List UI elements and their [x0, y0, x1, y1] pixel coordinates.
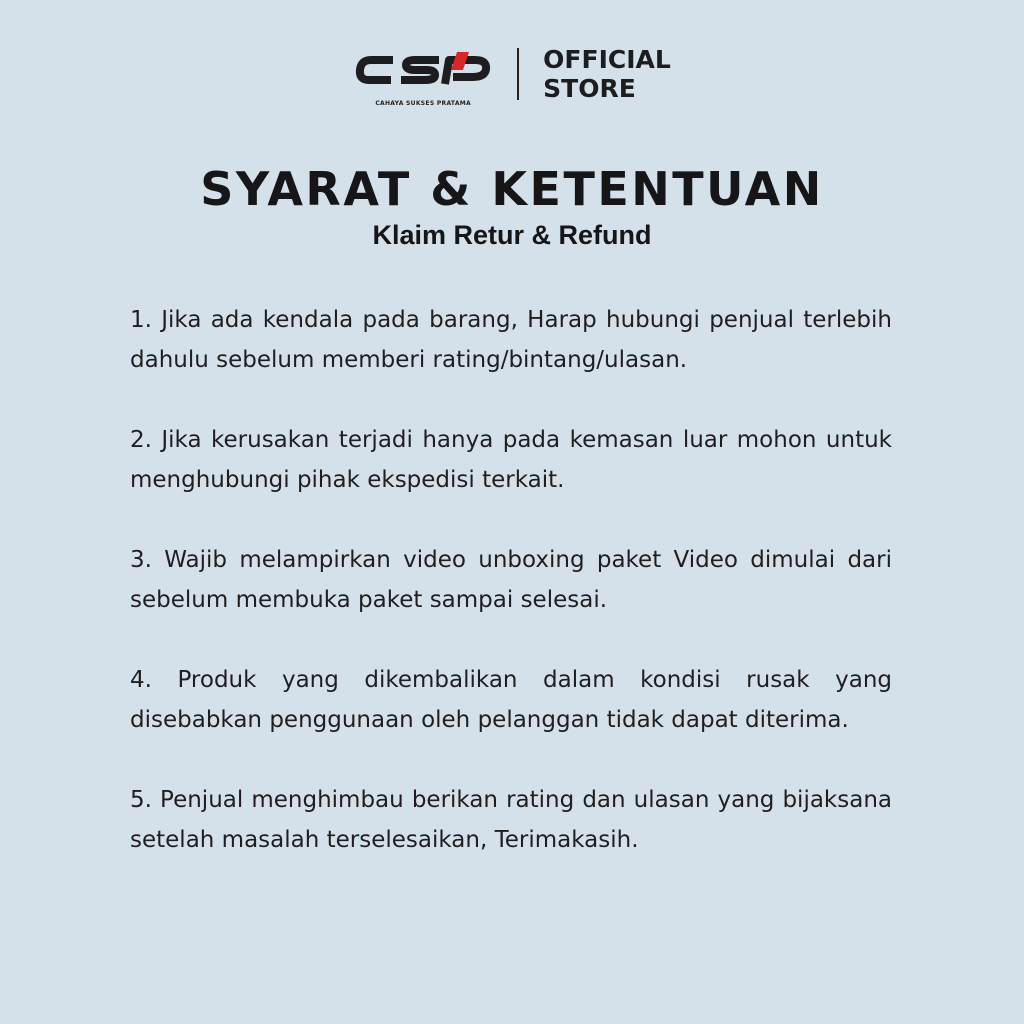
official-store-label	[543, 45, 671, 103]
term-item-1: 1. Jika ada kendala pada barang, Harap hubungi penjual terlebih dahulu sebelum memberi rating/bintang/ulasan.	[130, 307, 892, 373]
page-title: SYARAT & KETENTUAN	[200, 162, 824, 216]
logo-tagline: CAHAYA SUKSES PRATAMA	[375, 100, 472, 107]
csp-logo-mark	[353, 44, 493, 92]
term-item-3: 3. Wajib melampirkan video unboxing paket Video dimulai dari sebelum membuka paket sampai selesai.	[130, 547, 892, 613]
term-item-5: 5. Penjual menghimbau berikan rating dan ulasan yang bijaksana setelah masalah terselesaikan, Terimakasih.	[130, 787, 892, 853]
csp-logo	[353, 44, 493, 114]
header-divider	[517, 48, 519, 100]
terms-list	[130, 300, 892, 900]
term-item-2: 2. Jika kerusakan terjadi hanya pada kemasan luar mohon untuk menghubungi pihak ekspedisi terkait.	[130, 427, 892, 493]
store-line-1: OFFICIAL	[543, 45, 671, 74]
store-line-2: STORE	[543, 74, 636, 103]
term-item-4: 4. Produk yang dikembalikan dalam kondisi rusak yang disebabkan penggunaan oleh pelanggan tidak dapat diterima.	[130, 667, 892, 733]
page-subtitle: Klaim Retur & Refund	[372, 220, 652, 250]
header	[0, 44, 1024, 114]
